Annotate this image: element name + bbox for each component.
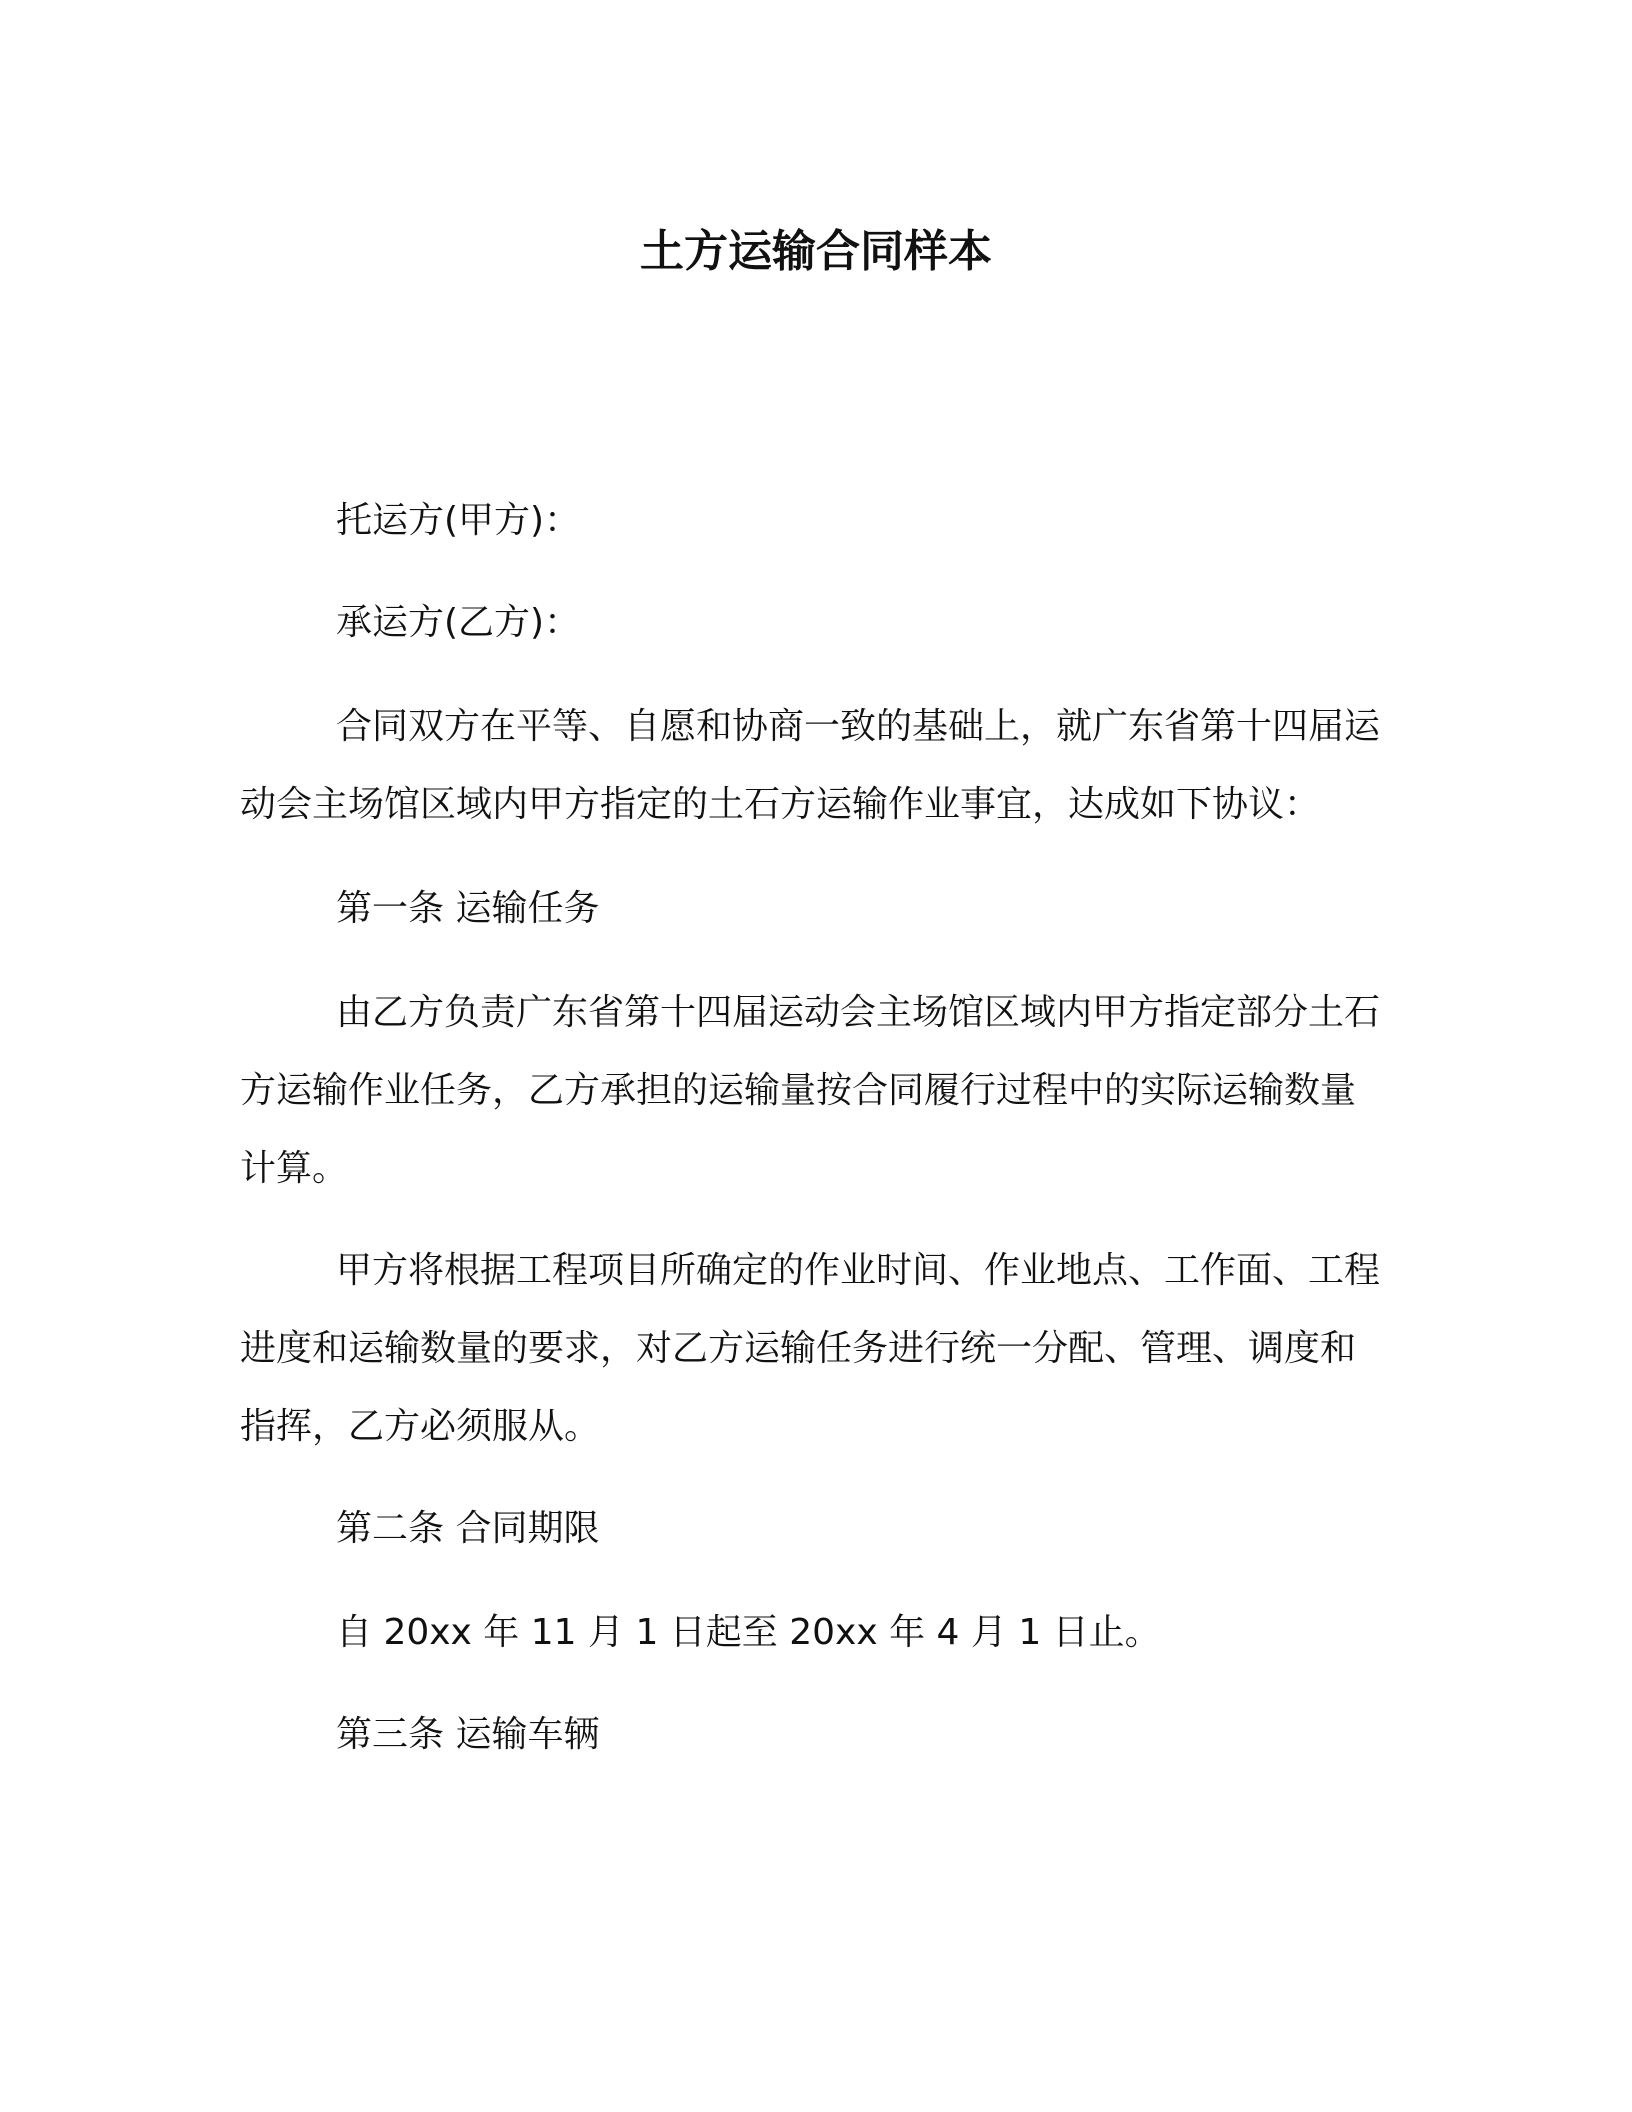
article1-paragraph-1: 由乙方负责广东省第十四届运动会主场馆区域内甲方指定部分土石方运输作业任务，乙方承担的运输量按合同履行过程中的实际运输数量计算。 xyxy=(240,992,1381,1189)
article1-paragraph-2: 甲方将根据工程项目所确定的作业时间、作业地点、工作面、工程进度和运输数量的要求，对乙方运输任务进行统一分配、管理、调度和指挥，乙方必须服从。 xyxy=(240,1250,1381,1447)
article2-text: 自 20xx 年 11 月 1 日起至 20xx 年 4 月 1 日止。 xyxy=(336,1612,1161,1653)
article2-heading: 第二条 合同期限 xyxy=(336,1508,600,1549)
carrier-line: 承运方(乙方)： xyxy=(336,602,581,643)
document-title: 土方运输合同样本 xyxy=(640,226,992,277)
shipper-line: 托运方(甲方)： xyxy=(336,500,581,541)
preamble-paragraph: 合同双方在平等、自愿和协商一致的基础上，就广东省第十四届运动会主场馆区域内甲方指定的土石方运输作业事宜，达成如下协议： xyxy=(240,706,1381,825)
article1-heading: 第一条 运输任务 xyxy=(336,888,600,929)
article3-heading: 第三条 运输车辆 xyxy=(336,1714,600,1755)
